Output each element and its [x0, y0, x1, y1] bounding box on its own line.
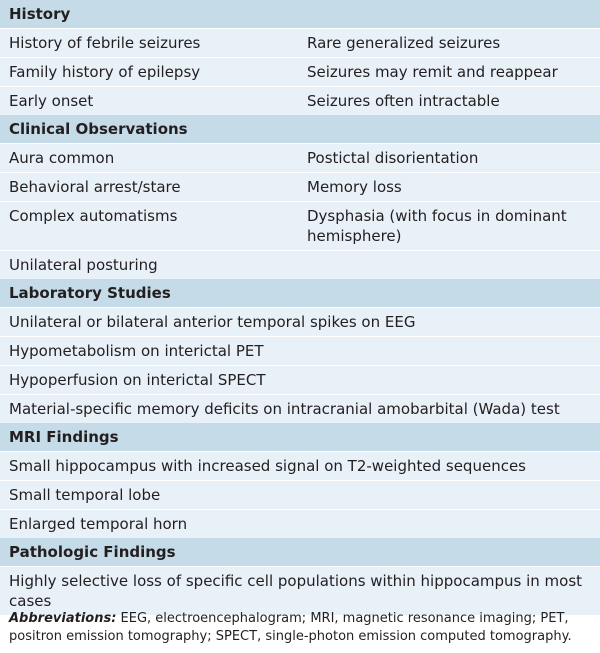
table-cell: Small temporal lobe: [9, 486, 161, 504]
table-cell: Postictal disorientation: [307, 149, 479, 167]
table-row: [0, 365, 600, 394]
table-cell: Hypoperfusion on interictal SPECT: [9, 371, 266, 389]
table-cell: [307, 255, 591, 275]
table-cell: Small hippocampus with increased signal on T2-weighted sequences: [9, 457, 526, 475]
section-heading: Pathologic Findings: [0, 538, 600, 566]
footnote-text: EEG, electroencephalogram; MRI, magnetic resonance imaging; PET, positron emission tomography; SPECT, single-photon emission computed tomography.: [9, 611, 572, 644]
abbreviations-footnote: [9, 610, 591, 646]
table-cell: Aura common: [9, 149, 115, 167]
table-row: [0, 86, 600, 115]
table-cell: Dysphasia (with focus in dominant hemisphere): [307, 207, 567, 245]
footnote-label: Abbreviations:: [9, 611, 117, 626]
table-row: [0, 480, 600, 509]
table-cell: Seizures may remit and reappear: [307, 63, 558, 81]
table-row: [0, 250, 600, 279]
table-cell: Rare generalized seizures: [307, 34, 501, 52]
table-cell: Highly selective loss of specific cell populations within hippocampus in most cases: [9, 572, 583, 610]
table-cell: History of febrile seizures: [9, 34, 201, 52]
section-heading: Laboratory Studies: [0, 279, 600, 307]
table-cell: Hypometabolism on interictal PET: [9, 342, 264, 360]
table-row: [0, 28, 600, 57]
table-row: [0, 451, 600, 480]
table-row: [0, 57, 600, 86]
table-cell: Material-specific memory deficits on intracranial amobarbital (Wada) test: [9, 400, 560, 418]
table-row: [0, 336, 600, 365]
table-cell: Unilateral or bilateral anterior temporal spikes on EEG: [9, 313, 416, 331]
section-heading: MRI Findings: [0, 423, 600, 451]
table-row: [0, 566, 600, 615]
section-heading: History: [0, 0, 600, 28]
table-row: [0, 172, 600, 201]
table-cell: Complex automatisms: [9, 207, 178, 225]
table-row: [0, 201, 600, 250]
table-row: [0, 143, 600, 172]
table-cell: Behavioral arrest/stare: [9, 178, 181, 196]
table-cell: Enlarged temporal horn: [9, 515, 188, 533]
table-cell: Family history of epilepsy: [9, 63, 201, 81]
table-cell: Early onset: [9, 92, 94, 110]
table-row: [0, 394, 600, 423]
table-row: [0, 307, 600, 336]
section-heading: Clinical Observations: [0, 115, 600, 143]
table-row: [0, 509, 600, 538]
table-cell: Unilateral posturing: [9, 256, 158, 274]
table-cell: Memory loss: [307, 178, 402, 196]
table-cell: Seizures often intractable: [307, 92, 500, 110]
